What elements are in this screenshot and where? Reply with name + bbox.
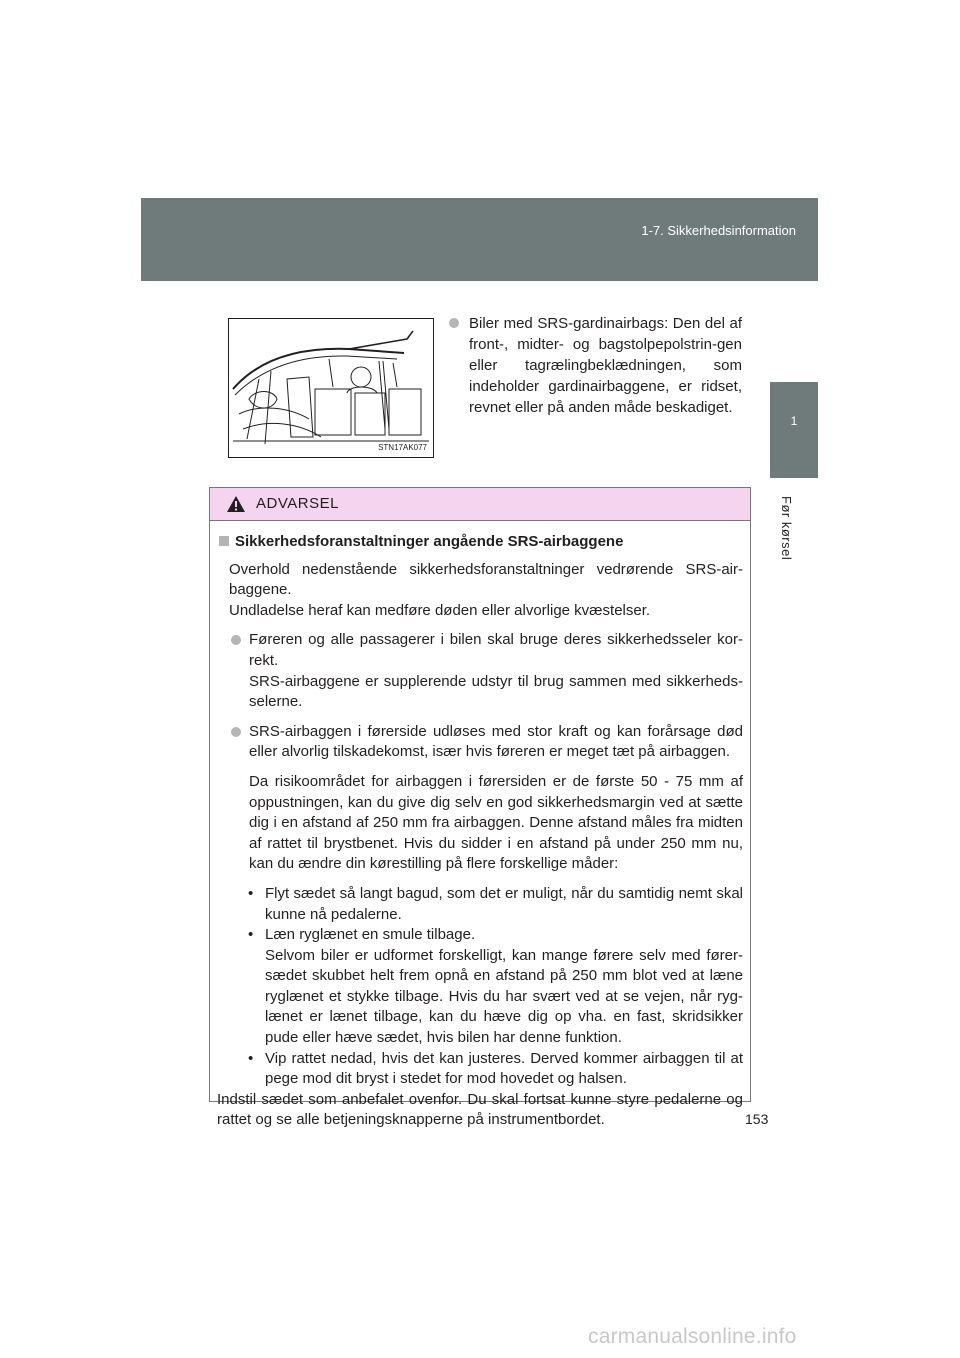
- warning-intro: Overhold nedenstående sikkerhedsforanstaltninger vedrørende SRS-air-baggene.: [229, 560, 743, 599]
- section-title: 1-7. Sikkerhedsinformation: [641, 223, 796, 238]
- warning-header: [210, 488, 750, 521]
- warning-closing: Indstil sædet som anbefalet ovenfor. Du skal fortsat kunne styre pedalerne og rattet og se alle betjeningsknapperne på instrumentbordet.: [217, 1090, 743, 1129]
- bullet-dot-icon: [231, 727, 241, 737]
- chapter-tab: [770, 382, 818, 478]
- dash3-text: Vip rattet nedad, hvis det kan justeres. Derved kommer airbaggen til at pege mod dit bryst i stedet for mod hovedet og halsen.: [265, 1049, 743, 1088]
- square-bullet-icon: [219, 536, 229, 546]
- car-interior-illustration: [228, 318, 434, 458]
- list-item: [217, 1049, 743, 1090]
- intro-bullet-text: Biler med SRS-gardinairbags: Den del af front-, midter- og bagstolpepolstrin-gen eller tagrælingbeklædningen, som indeholder gardinairbaggene, er ridset, revnet eller på anden måde beskadiget.: [469, 315, 742, 416]
- item2-detail: Da risikoområdet for airbaggen i førersiden er de første 50 - 75 mm af oppustningen, kan du give dig selv en god sikkerhedsmargin ved at sætte dig i en afstand af 250 mm fra airbaggen. Denne afstand måles fra midten af rattet til brystbenet. Hvis du sidder i en afstand på under 250 mm nu, kan du ændre din kørestilling på flere forskellige måder:: [249, 772, 743, 873]
- list-item: [217, 884, 743, 925]
- warning-box: [209, 487, 751, 1129]
- list-bullet: •: [248, 926, 254, 944]
- dash1-text: Flyt sædet så langt bagud, som det er muligt, når du samtidig nemt skal kunne nå pedalerne.: [265, 884, 743, 923]
- item1-line2: SRS-airbaggene er supplerende udstyr til brug sammen med sikkerheds-selerne.: [249, 672, 743, 711]
- list-item: [217, 925, 743, 1049]
- dash2-line1: Læn ryglænet en smule tilbage.: [265, 926, 476, 944]
- curtain-airbag-drawing: [229, 319, 433, 457]
- page-number: 153: [745, 1111, 769, 1127]
- bullet-dot-icon: [449, 318, 459, 328]
- list-bullet: •: [248, 884, 254, 902]
- dash2-line2: Selvom biler er udformet forskelligt, kan mange førere selv med fører-sædet skubbet helt frem opnå en afstand på 250 mm blot ved at læne ryglænet et stykke tilbage. Hvis du har svært ved at se vejen, når ryg-lænet er lænet tilbage, kan du hæve dig op vha. en fast, skridsikker pude eller hæve sædet, hvis bilen har denne funktion.: [265, 946, 743, 1047]
- chapter-label: Før kørsel: [779, 496, 794, 561]
- warning-triangle-icon: [227, 496, 245, 512]
- warning-item-driver-airbag: [217, 722, 743, 763]
- section-header-bar: [141, 198, 818, 281]
- warning-title: ADVARSEL: [256, 495, 339, 512]
- warning-heading-text: Sikkerhedsforanstaltninger angående SRS-airbaggene: [235, 533, 624, 550]
- item1-line1: Føreren og alle passagerer i bilen skal bruge deres sikkerhedsseler kor-rekt.: [249, 631, 743, 669]
- list-bullet: •: [248, 1049, 254, 1067]
- adjustment-list: [217, 884, 743, 1090]
- warning-body: [210, 521, 750, 1131]
- figure-code: STN17AK077: [378, 443, 427, 452]
- warning-item-seatbelts: [217, 630, 743, 712]
- warning-intro-2: Undladelse heraf kan medføre døden eller alvorlige kvæstelser.: [229, 601, 651, 619]
- warning-heading: [217, 532, 743, 553]
- chapter-number: 1: [790, 414, 798, 428]
- item2-text: SRS-airbaggen i førerside udløses med stor kraft og kan forårsage død eller alvorlig tilskadekomst, især hvis føreren er meget tæt på airbaggen.: [249, 722, 743, 761]
- intro-bullet: [449, 313, 742, 418]
- watermark: carmanualsonline.info: [588, 1325, 797, 1348]
- bullet-dot-icon: [231, 635, 241, 645]
